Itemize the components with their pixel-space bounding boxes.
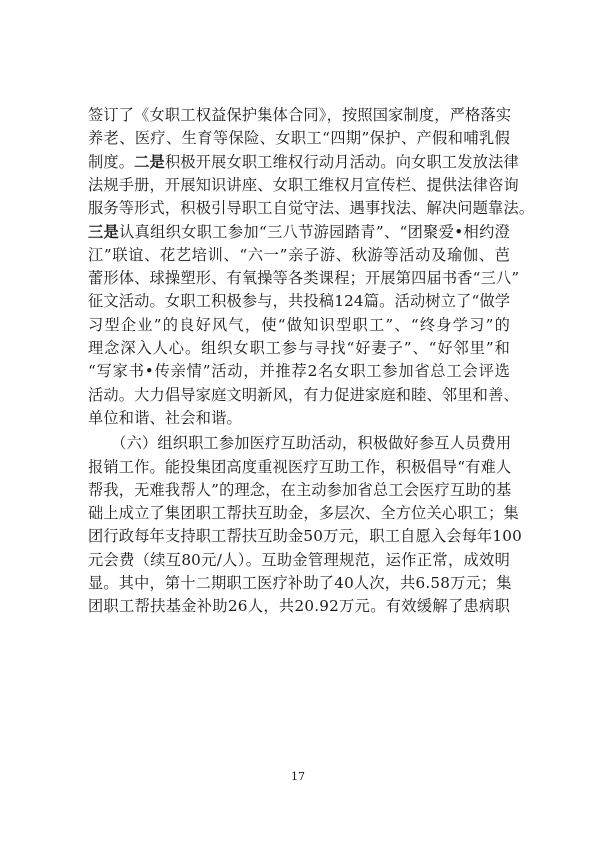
text-run: 理念深入人心。组织女职工参与寻找“好妻子”、“好邻里”和 [88, 339, 510, 357]
text-line [88, 105, 510, 125]
text-run: 习型企业”的良好风气，使“做知识型职工”、“终身学习”的 [88, 315, 510, 334]
text-run: 团行政每年支持职工帮扶互助金50万元，职工自愿入会每年100 [88, 527, 523, 546]
text-run: 服务等形式，积极引导职工自觉守法、遇事找法、解决问题靠法。 [88, 199, 535, 218]
text-run: 养老、医疗、生育等保险、女职工“四期”保护、产假和哺乳假 [88, 129, 510, 148]
text-line [88, 573, 510, 593]
text-run: “写家书•传亲情”活动，并推荐2名女职工参加省总工会评选 [88, 362, 510, 381]
text-run: （六）组织职工参加医疗互助活动，积极做好参互人员费用 [88, 434, 512, 453]
text-run: 签订了《女职工权益保护集体合同》，按照国家制度，严格落实 [88, 106, 512, 124]
text-line [88, 268, 520, 288]
text-line [88, 503, 519, 523]
text-run: 活动。大力倡导家庭文明新风，有力促进家庭和睦、邻里和善、 [88, 385, 519, 404]
text-run: 元会费（续互80元/人）。互助金管理规范，运作正常，成效明 [88, 550, 510, 569]
bold-run: 三是 [88, 222, 120, 241]
text-line [88, 128, 510, 148]
text-run: 报销工作。能投集团高度重视医疗互助工作，积极倡导“有难人 [88, 457, 512, 476]
text-run: 础上成立了集团职工帮扶互助金，多层次、全方位关心职工；集 [88, 504, 519, 523]
text-run: 江”联谊、花艺培训、“六一”亲子游、秋游等活动及瑜伽、芭 [88, 245, 510, 264]
text-line [88, 596, 510, 616]
text-line [88, 361, 510, 381]
text-run: 帮我，无难我帮人”的理念，在主动参加省总工会医疗互助的基 [88, 480, 512, 499]
text-line [88, 526, 523, 546]
page-number: 17 [291, 770, 305, 783]
text-run: 认真组织女职工参加“三八节游园踏青”、“团聚爱•相约澄 [119, 222, 511, 241]
text-line [88, 433, 510, 453]
text-run: 征文活动。女职工积极参与，共投稿124篇。活动树立了“做学 [88, 292, 511, 311]
text-line [88, 198, 535, 218]
text-line [88, 408, 510, 428]
text-run: 积极开展女职工维权行动月活动。向女职工发放法律 [164, 152, 519, 171]
text-line [88, 315, 510, 335]
text-line [88, 175, 519, 195]
bold-run: 二是 [134, 152, 165, 171]
text-line [88, 245, 510, 265]
text-line [88, 291, 510, 311]
text-run: 蕾形体、球操塑形、有氧操等各类课程；开展第四届书香“三八” [88, 269, 520, 288]
text-line [88, 385, 519, 405]
text-run: 显。其中，第十二期职工医疗补助了40人次，共6.58万元；集 [88, 574, 512, 592]
text-run: 法规手册，开展知识讲座、女职工维权月宣传栏、提供法律咨询 [88, 175, 519, 194]
text-run: 制度。 [88, 152, 135, 171]
text-line [88, 338, 510, 358]
text-line [88, 480, 510, 500]
text-line [88, 457, 510, 477]
text-line [88, 152, 519, 172]
text-run: 团职工帮扶基金补助26人，共20.92万元。有效缓解了患病职 [88, 597, 510, 616]
text-line [88, 550, 510, 570]
text-run: 单位和谐、社会和谐。 [88, 408, 242, 427]
text-line [88, 222, 510, 242]
